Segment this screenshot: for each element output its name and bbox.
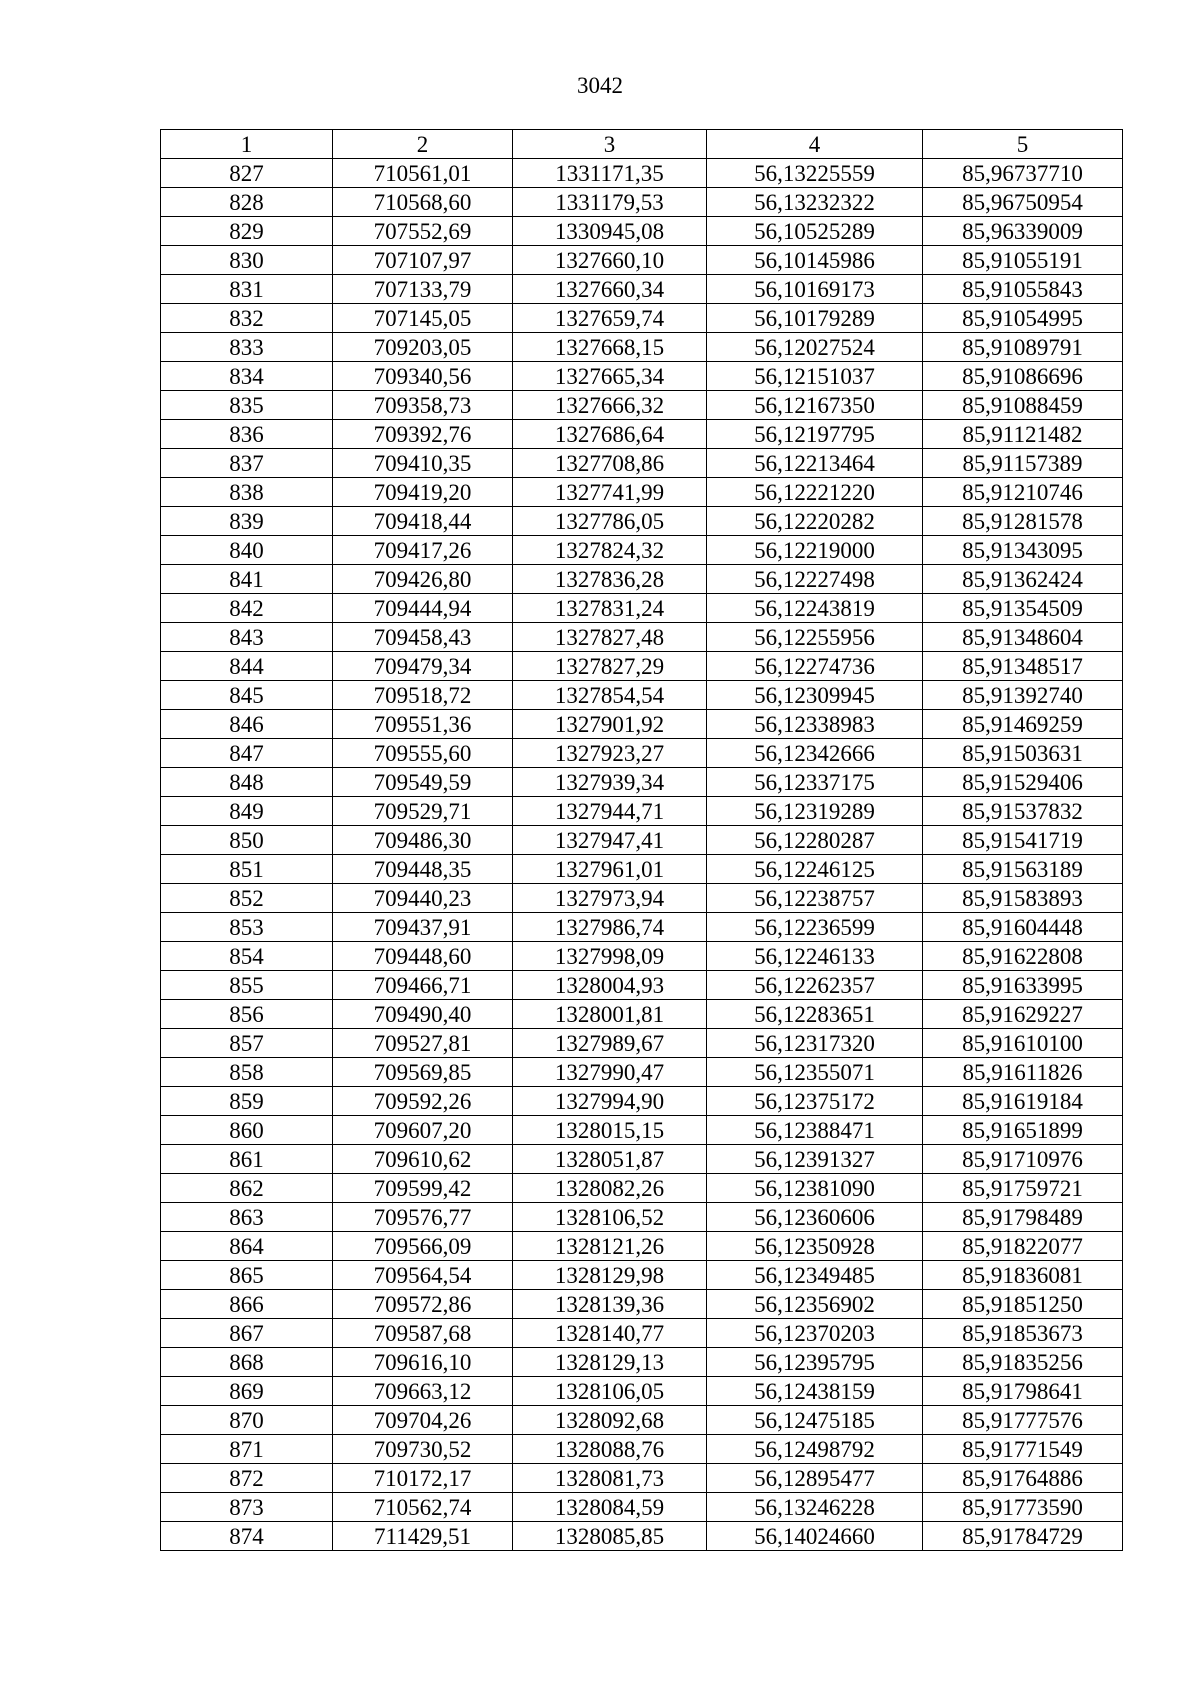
latitude-cell: 56,12280287 bbox=[707, 826, 923, 855]
y-coordinate-cell: 1328129,13 bbox=[513, 1348, 707, 1377]
x-coordinate-cell: 709555,60 bbox=[333, 739, 513, 768]
x-coordinate-cell: 709419,20 bbox=[333, 478, 513, 507]
point-number-cell: 873 bbox=[161, 1493, 333, 1522]
y-coordinate-cell: 1327989,67 bbox=[513, 1029, 707, 1058]
table-row bbox=[161, 826, 1123, 855]
latitude-cell: 56,12475185 bbox=[707, 1406, 923, 1435]
longitude-cell: 85,91210746 bbox=[923, 478, 1123, 507]
longitude-cell: 85,91541719 bbox=[923, 826, 1123, 855]
longitude-cell: 85,91348604 bbox=[923, 623, 1123, 652]
longitude-cell: 85,91354509 bbox=[923, 594, 1123, 623]
latitude-cell: 56,12388471 bbox=[707, 1116, 923, 1145]
longitude-cell: 85,91089791 bbox=[923, 333, 1123, 362]
latitude-cell: 56,12381090 bbox=[707, 1174, 923, 1203]
longitude-cell: 85,91853673 bbox=[923, 1319, 1123, 1348]
x-coordinate-cell: 709564,54 bbox=[333, 1261, 513, 1290]
y-coordinate-cell: 1328084,59 bbox=[513, 1493, 707, 1522]
latitude-cell: 56,12319289 bbox=[707, 797, 923, 826]
x-coordinate-cell: 709486,30 bbox=[333, 826, 513, 855]
longitude-cell: 85,91784729 bbox=[923, 1522, 1123, 1551]
latitude-cell: 56,12349485 bbox=[707, 1261, 923, 1290]
latitude-cell: 56,12238757 bbox=[707, 884, 923, 913]
longitude-cell: 85,91777576 bbox=[923, 1406, 1123, 1435]
header-cell-4: 4 bbox=[707, 130, 923, 159]
longitude-cell: 85,91604448 bbox=[923, 913, 1123, 942]
point-number-cell: 840 bbox=[161, 536, 333, 565]
y-coordinate-cell: 1328051,87 bbox=[513, 1145, 707, 1174]
longitude-cell: 85,91764886 bbox=[923, 1464, 1123, 1493]
point-number-cell: 855 bbox=[161, 971, 333, 1000]
longitude-cell: 85,91088459 bbox=[923, 391, 1123, 420]
point-number-cell: 854 bbox=[161, 942, 333, 971]
latitude-cell: 56,12213464 bbox=[707, 449, 923, 478]
point-number-cell: 871 bbox=[161, 1435, 333, 1464]
x-coordinate-cell: 709572,86 bbox=[333, 1290, 513, 1319]
latitude-cell: 56,12309945 bbox=[707, 681, 923, 710]
y-coordinate-cell: 1327901,92 bbox=[513, 710, 707, 739]
longitude-cell: 85,91537832 bbox=[923, 797, 1123, 826]
x-coordinate-cell: 707107,97 bbox=[333, 246, 513, 275]
table-row bbox=[161, 333, 1123, 362]
y-coordinate-cell: 1328139,36 bbox=[513, 1290, 707, 1319]
point-number-cell: 838 bbox=[161, 478, 333, 507]
point-number-cell: 846 bbox=[161, 710, 333, 739]
y-coordinate-cell: 1331179,53 bbox=[513, 188, 707, 217]
x-coordinate-cell: 710568,60 bbox=[333, 188, 513, 217]
point-number-cell: 870 bbox=[161, 1406, 333, 1435]
coordinates-table bbox=[160, 129, 1123, 1551]
point-number-cell: 829 bbox=[161, 217, 333, 246]
x-coordinate-cell: 709458,43 bbox=[333, 623, 513, 652]
header-cell-1: 1 bbox=[161, 130, 333, 159]
table-row bbox=[161, 1174, 1123, 1203]
x-coordinate-cell: 709518,72 bbox=[333, 681, 513, 710]
longitude-cell: 85,91563189 bbox=[923, 855, 1123, 884]
longitude-cell: 85,91054995 bbox=[923, 304, 1123, 333]
y-coordinate-cell: 1327944,71 bbox=[513, 797, 707, 826]
latitude-cell: 56,12227498 bbox=[707, 565, 923, 594]
longitude-cell: 85,91611826 bbox=[923, 1058, 1123, 1087]
point-number-cell: 869 bbox=[161, 1377, 333, 1406]
x-coordinate-cell: 710562,74 bbox=[333, 1493, 513, 1522]
longitude-cell: 85,91771549 bbox=[923, 1435, 1123, 1464]
longitude-cell: 85,91343095 bbox=[923, 536, 1123, 565]
y-coordinate-cell: 1327961,01 bbox=[513, 855, 707, 884]
x-coordinate-cell: 709444,94 bbox=[333, 594, 513, 623]
latitude-cell: 56,12356902 bbox=[707, 1290, 923, 1319]
latitude-cell: 56,12370203 bbox=[707, 1319, 923, 1348]
longitude-cell: 85,91773590 bbox=[923, 1493, 1123, 1522]
latitude-cell: 56,12438159 bbox=[707, 1377, 923, 1406]
y-coordinate-cell: 1327986,74 bbox=[513, 913, 707, 942]
x-coordinate-cell: 709663,12 bbox=[333, 1377, 513, 1406]
x-coordinate-cell: 709576,77 bbox=[333, 1203, 513, 1232]
point-number-cell: 827 bbox=[161, 159, 333, 188]
x-coordinate-cell: 709340,56 bbox=[333, 362, 513, 391]
y-coordinate-cell: 1327824,32 bbox=[513, 536, 707, 565]
latitude-cell: 56,12342666 bbox=[707, 739, 923, 768]
longitude-cell: 85,91651899 bbox=[923, 1116, 1123, 1145]
point-number-cell: 832 bbox=[161, 304, 333, 333]
y-coordinate-cell: 1327939,34 bbox=[513, 768, 707, 797]
table-row bbox=[161, 1435, 1123, 1464]
longitude-cell: 85,96750954 bbox=[923, 188, 1123, 217]
y-coordinate-cell: 1327854,54 bbox=[513, 681, 707, 710]
longitude-cell: 85,91836081 bbox=[923, 1261, 1123, 1290]
y-coordinate-cell: 1328106,52 bbox=[513, 1203, 707, 1232]
longitude-cell: 85,91362424 bbox=[923, 565, 1123, 594]
latitude-cell: 56,12274736 bbox=[707, 652, 923, 681]
latitude-cell: 56,12151037 bbox=[707, 362, 923, 391]
y-coordinate-cell: 1328129,98 bbox=[513, 1261, 707, 1290]
x-coordinate-cell: 709437,91 bbox=[333, 913, 513, 942]
y-coordinate-cell: 1328088,76 bbox=[513, 1435, 707, 1464]
latitude-cell: 56,12355071 bbox=[707, 1058, 923, 1087]
point-number-cell: 839 bbox=[161, 507, 333, 536]
latitude-cell: 56,12375172 bbox=[707, 1087, 923, 1116]
y-coordinate-cell: 1327660,34 bbox=[513, 275, 707, 304]
y-coordinate-cell: 1327659,74 bbox=[513, 304, 707, 333]
x-coordinate-cell: 709479,34 bbox=[333, 652, 513, 681]
x-coordinate-cell: 707145,05 bbox=[333, 304, 513, 333]
table-row bbox=[161, 623, 1123, 652]
latitude-cell: 56,12246133 bbox=[707, 942, 923, 971]
table-row bbox=[161, 478, 1123, 507]
table-row bbox=[161, 1087, 1123, 1116]
header-cell-3: 3 bbox=[513, 130, 707, 159]
header-cell-5: 5 bbox=[923, 130, 1123, 159]
y-coordinate-cell: 1327660,10 bbox=[513, 246, 707, 275]
y-coordinate-cell: 1327786,05 bbox=[513, 507, 707, 536]
y-coordinate-cell: 1331171,35 bbox=[513, 159, 707, 188]
x-coordinate-cell: 707552,69 bbox=[333, 217, 513, 246]
point-number-cell: 874 bbox=[161, 1522, 333, 1551]
x-coordinate-cell: 709529,71 bbox=[333, 797, 513, 826]
latitude-cell: 56,12895477 bbox=[707, 1464, 923, 1493]
y-coordinate-cell: 1327666,32 bbox=[513, 391, 707, 420]
point-number-cell: 864 bbox=[161, 1232, 333, 1261]
latitude-cell: 56,12395795 bbox=[707, 1348, 923, 1377]
point-number-cell: 863 bbox=[161, 1203, 333, 1232]
table-row bbox=[161, 536, 1123, 565]
latitude-cell: 56,12220282 bbox=[707, 507, 923, 536]
x-coordinate-cell: 709448,35 bbox=[333, 855, 513, 884]
header-row bbox=[161, 130, 1123, 159]
latitude-cell: 56,12317320 bbox=[707, 1029, 923, 1058]
latitude-cell: 56,10179289 bbox=[707, 304, 923, 333]
longitude-cell: 85,91622808 bbox=[923, 942, 1123, 971]
table-row bbox=[161, 1058, 1123, 1087]
table-row bbox=[161, 1203, 1123, 1232]
longitude-cell: 85,96737710 bbox=[923, 159, 1123, 188]
y-coordinate-cell: 1327994,90 bbox=[513, 1087, 707, 1116]
y-coordinate-cell: 1328082,26 bbox=[513, 1174, 707, 1203]
latitude-cell: 56,13232322 bbox=[707, 188, 923, 217]
table-row bbox=[161, 652, 1123, 681]
latitude-cell: 56,12221220 bbox=[707, 478, 923, 507]
x-coordinate-cell: 709448,60 bbox=[333, 942, 513, 971]
longitude-cell: 85,91086696 bbox=[923, 362, 1123, 391]
x-coordinate-cell: 709616,10 bbox=[333, 1348, 513, 1377]
longitude-cell: 85,91822077 bbox=[923, 1232, 1123, 1261]
point-number-cell: 844 bbox=[161, 652, 333, 681]
point-number-cell: 859 bbox=[161, 1087, 333, 1116]
table-row bbox=[161, 1029, 1123, 1058]
page-number: 3042 bbox=[577, 73, 623, 98]
longitude-cell: 85,91157389 bbox=[923, 449, 1123, 478]
longitude-cell: 85,91055191 bbox=[923, 246, 1123, 275]
x-coordinate-cell: 709607,20 bbox=[333, 1116, 513, 1145]
table-row bbox=[161, 275, 1123, 304]
point-number-cell: 857 bbox=[161, 1029, 333, 1058]
longitude-cell: 85,91529406 bbox=[923, 768, 1123, 797]
latitude-cell: 56,12167350 bbox=[707, 391, 923, 420]
table-row bbox=[161, 1464, 1123, 1493]
point-number-cell: 849 bbox=[161, 797, 333, 826]
table-row bbox=[161, 507, 1123, 536]
point-number-cell: 841 bbox=[161, 565, 333, 594]
y-coordinate-cell: 1328085,85 bbox=[513, 1522, 707, 1551]
y-coordinate-cell: 1327686,64 bbox=[513, 420, 707, 449]
x-coordinate-cell: 709426,80 bbox=[333, 565, 513, 594]
y-coordinate-cell: 1327973,94 bbox=[513, 884, 707, 913]
longitude-cell: 85,91759721 bbox=[923, 1174, 1123, 1203]
longitude-cell: 85,91798641 bbox=[923, 1377, 1123, 1406]
x-coordinate-cell: 709551,36 bbox=[333, 710, 513, 739]
y-coordinate-cell: 1327827,29 bbox=[513, 652, 707, 681]
x-coordinate-cell: 711429,51 bbox=[333, 1522, 513, 1551]
longitude-cell: 85,91503631 bbox=[923, 739, 1123, 768]
table-row bbox=[161, 1493, 1123, 1522]
x-coordinate-cell: 709549,59 bbox=[333, 768, 513, 797]
table-row bbox=[161, 710, 1123, 739]
y-coordinate-cell: 1327827,48 bbox=[513, 623, 707, 652]
x-coordinate-cell: 710561,01 bbox=[333, 159, 513, 188]
point-number-cell: 837 bbox=[161, 449, 333, 478]
latitude-cell: 56,12350928 bbox=[707, 1232, 923, 1261]
table-row bbox=[161, 159, 1123, 188]
x-coordinate-cell: 710172,17 bbox=[333, 1464, 513, 1493]
point-number-cell: 865 bbox=[161, 1261, 333, 1290]
table-row bbox=[161, 1406, 1123, 1435]
x-coordinate-cell: 709587,68 bbox=[333, 1319, 513, 1348]
latitude-cell: 56,12283651 bbox=[707, 1000, 923, 1029]
x-coordinate-cell: 709418,44 bbox=[333, 507, 513, 536]
latitude-cell: 56,12498792 bbox=[707, 1435, 923, 1464]
y-coordinate-cell: 1328001,81 bbox=[513, 1000, 707, 1029]
y-coordinate-cell: 1327998,09 bbox=[513, 942, 707, 971]
y-coordinate-cell: 1327947,41 bbox=[513, 826, 707, 855]
point-number-cell: 831 bbox=[161, 275, 333, 304]
table-row bbox=[161, 449, 1123, 478]
x-coordinate-cell: 709527,81 bbox=[333, 1029, 513, 1058]
x-coordinate-cell: 709417,26 bbox=[333, 536, 513, 565]
point-number-cell: 868 bbox=[161, 1348, 333, 1377]
table-row bbox=[161, 304, 1123, 333]
table-row bbox=[161, 391, 1123, 420]
table-row bbox=[161, 246, 1123, 275]
longitude-cell: 85,91610100 bbox=[923, 1029, 1123, 1058]
y-coordinate-cell: 1328106,05 bbox=[513, 1377, 707, 1406]
table-row bbox=[161, 797, 1123, 826]
table-row bbox=[161, 971, 1123, 1000]
point-number-cell: 848 bbox=[161, 768, 333, 797]
x-coordinate-cell: 709358,73 bbox=[333, 391, 513, 420]
point-number-cell: 833 bbox=[161, 333, 333, 362]
longitude-cell: 85,91469259 bbox=[923, 710, 1123, 739]
longitude-cell: 85,91281578 bbox=[923, 507, 1123, 536]
x-coordinate-cell: 709203,05 bbox=[333, 333, 513, 362]
table-row bbox=[161, 188, 1123, 217]
longitude-cell: 85,91629227 bbox=[923, 1000, 1123, 1029]
point-number-cell: 852 bbox=[161, 884, 333, 913]
longitude-cell: 85,91619184 bbox=[923, 1087, 1123, 1116]
latitude-cell: 56,12243819 bbox=[707, 594, 923, 623]
table-row bbox=[161, 217, 1123, 246]
latitude-cell: 56,10145986 bbox=[707, 246, 923, 275]
table-row bbox=[161, 1377, 1123, 1406]
y-coordinate-cell: 1327741,99 bbox=[513, 478, 707, 507]
latitude-cell: 56,12360606 bbox=[707, 1203, 923, 1232]
point-number-cell: 845 bbox=[161, 681, 333, 710]
y-coordinate-cell: 1327665,34 bbox=[513, 362, 707, 391]
longitude-cell: 85,91798489 bbox=[923, 1203, 1123, 1232]
point-number-cell: 836 bbox=[161, 420, 333, 449]
y-coordinate-cell: 1327990,47 bbox=[513, 1058, 707, 1087]
latitude-cell: 56,14024660 bbox=[707, 1522, 923, 1551]
table-row bbox=[161, 739, 1123, 768]
table-row bbox=[161, 565, 1123, 594]
longitude-cell: 85,91710976 bbox=[923, 1145, 1123, 1174]
longitude-cell: 85,91583893 bbox=[923, 884, 1123, 913]
latitude-cell: 56,10169173 bbox=[707, 275, 923, 304]
x-coordinate-cell: 709569,85 bbox=[333, 1058, 513, 1087]
table-row bbox=[161, 1348, 1123, 1377]
point-number-cell: 872 bbox=[161, 1464, 333, 1493]
longitude-cell: 85,91835256 bbox=[923, 1348, 1123, 1377]
latitude-cell: 56,12262357 bbox=[707, 971, 923, 1000]
point-number-cell: 828 bbox=[161, 188, 333, 217]
table-header bbox=[161, 130, 1123, 159]
longitude-cell: 85,96339009 bbox=[923, 217, 1123, 246]
table-row bbox=[161, 1116, 1123, 1145]
table-row bbox=[161, 681, 1123, 710]
x-coordinate-cell: 709440,23 bbox=[333, 884, 513, 913]
table-body bbox=[161, 159, 1123, 1551]
table-row bbox=[161, 942, 1123, 971]
latitude-cell: 56,13225559 bbox=[707, 159, 923, 188]
table-row bbox=[161, 768, 1123, 797]
point-number-cell: 853 bbox=[161, 913, 333, 942]
table-row bbox=[161, 1290, 1123, 1319]
x-coordinate-cell: 709730,52 bbox=[333, 1435, 513, 1464]
longitude-cell: 85,91055843 bbox=[923, 275, 1123, 304]
y-coordinate-cell: 1328121,26 bbox=[513, 1232, 707, 1261]
x-coordinate-cell: 709466,71 bbox=[333, 971, 513, 1000]
header-cell-2: 2 bbox=[333, 130, 513, 159]
latitude-cell: 56,12246125 bbox=[707, 855, 923, 884]
y-coordinate-cell: 1328004,93 bbox=[513, 971, 707, 1000]
point-number-cell: 842 bbox=[161, 594, 333, 623]
point-number-cell: 861 bbox=[161, 1145, 333, 1174]
point-number-cell: 856 bbox=[161, 1000, 333, 1029]
table-row bbox=[161, 855, 1123, 884]
point-number-cell: 867 bbox=[161, 1319, 333, 1348]
point-number-cell: 830 bbox=[161, 246, 333, 275]
latitude-cell: 56,12391327 bbox=[707, 1145, 923, 1174]
y-coordinate-cell: 1327836,28 bbox=[513, 565, 707, 594]
y-coordinate-cell: 1327831,24 bbox=[513, 594, 707, 623]
y-coordinate-cell: 1327708,86 bbox=[513, 449, 707, 478]
latitude-cell: 56,12219000 bbox=[707, 536, 923, 565]
table-row bbox=[161, 1000, 1123, 1029]
point-number-cell: 866 bbox=[161, 1290, 333, 1319]
table-row bbox=[161, 594, 1123, 623]
latitude-cell: 56,12255956 bbox=[707, 623, 923, 652]
y-coordinate-cell: 1328092,68 bbox=[513, 1406, 707, 1435]
table-row bbox=[161, 1319, 1123, 1348]
latitude-cell: 56,12236599 bbox=[707, 913, 923, 942]
point-number-cell: 847 bbox=[161, 739, 333, 768]
point-number-cell: 858 bbox=[161, 1058, 333, 1087]
point-number-cell: 860 bbox=[161, 1116, 333, 1145]
point-number-cell: 851 bbox=[161, 855, 333, 884]
x-coordinate-cell: 707133,79 bbox=[333, 275, 513, 304]
point-number-cell: 862 bbox=[161, 1174, 333, 1203]
y-coordinate-cell: 1328015,15 bbox=[513, 1116, 707, 1145]
x-coordinate-cell: 709392,76 bbox=[333, 420, 513, 449]
x-coordinate-cell: 709566,09 bbox=[333, 1232, 513, 1261]
x-coordinate-cell: 709704,26 bbox=[333, 1406, 513, 1435]
x-coordinate-cell: 709592,26 bbox=[333, 1087, 513, 1116]
x-coordinate-cell: 709410,35 bbox=[333, 449, 513, 478]
point-number-cell: 850 bbox=[161, 826, 333, 855]
point-number-cell: 843 bbox=[161, 623, 333, 652]
latitude-cell: 56,13246228 bbox=[707, 1493, 923, 1522]
y-coordinate-cell: 1327923,27 bbox=[513, 739, 707, 768]
table-row bbox=[161, 1145, 1123, 1174]
longitude-cell: 85,91851250 bbox=[923, 1290, 1123, 1319]
table-row bbox=[161, 1261, 1123, 1290]
table-row bbox=[161, 1232, 1123, 1261]
y-coordinate-cell: 1330945,08 bbox=[513, 217, 707, 246]
latitude-cell: 56,10525289 bbox=[707, 217, 923, 246]
latitude-cell: 56,12027524 bbox=[707, 333, 923, 362]
table-row bbox=[161, 420, 1123, 449]
latitude-cell: 56,12337175 bbox=[707, 768, 923, 797]
table-row bbox=[161, 913, 1123, 942]
longitude-cell: 85,91392740 bbox=[923, 681, 1123, 710]
table-row bbox=[161, 1522, 1123, 1551]
longitude-cell: 85,91348517 bbox=[923, 652, 1123, 681]
table-row bbox=[161, 884, 1123, 913]
x-coordinate-cell: 709610,62 bbox=[333, 1145, 513, 1174]
longitude-cell: 85,91633995 bbox=[923, 971, 1123, 1000]
x-coordinate-cell: 709599,42 bbox=[333, 1174, 513, 1203]
y-coordinate-cell: 1328140,77 bbox=[513, 1319, 707, 1348]
point-number-cell: 835 bbox=[161, 391, 333, 420]
point-number-cell: 834 bbox=[161, 362, 333, 391]
latitude-cell: 56,12338983 bbox=[707, 710, 923, 739]
latitude-cell: 56,12197795 bbox=[707, 420, 923, 449]
y-coordinate-cell: 1327668,15 bbox=[513, 333, 707, 362]
table-row bbox=[161, 362, 1123, 391]
y-coordinate-cell: 1328081,73 bbox=[513, 1464, 707, 1493]
longitude-cell: 85,91121482 bbox=[923, 420, 1123, 449]
x-coordinate-cell: 709490,40 bbox=[333, 1000, 513, 1029]
